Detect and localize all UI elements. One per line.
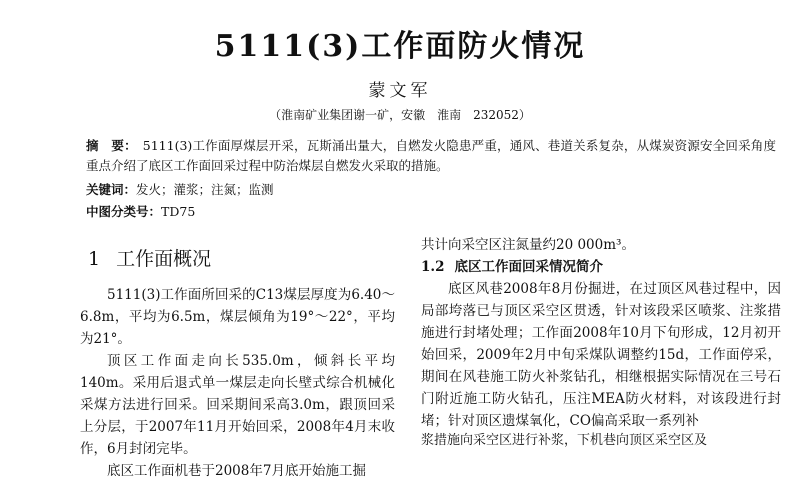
subsection-heading xyxy=(421,256,781,278)
paragraph: 5111(3)工作面所回采的C13煤层厚度为6.40～6.8m，平均为6.5m，煤层倾角为19°～22°，平均为21°。 xyxy=(80,287,395,347)
section-title: 工作面概况 xyxy=(116,248,212,270)
keywords-label: 关键词： xyxy=(86,182,137,197)
paper-title: 5111(3)工作面防火情况 xyxy=(214,29,586,64)
left-column xyxy=(80,234,395,482)
classification-code: TD75 xyxy=(161,204,196,219)
keywords xyxy=(86,180,274,200)
abstract xyxy=(86,136,776,176)
abstract-text: 5111(3)工作面厚煤层开采，瓦斯涌出量大，自燃发火隐患严重，通风、巷道关系复杂，从煤炭资源安全回采角度重点介绍了底区工作面回采过程中防治煤层自燃发火采取的措施。 xyxy=(86,138,776,173)
keywords-text: 发火；灌浆；注氮；监测 xyxy=(136,182,274,197)
paragraph: 底区工作面机巷于2008年7月底开始施工掘 xyxy=(107,463,366,479)
author-name: 蒙文军 xyxy=(368,81,432,101)
right-column xyxy=(421,234,781,450)
paragraph: 底区风巷2008年8月份掘进，在过顶区风巷过程中，因局部垮落已与顶区采空区贯透，针对该段采区喷浆、注浆措施进行封堵处理；工作面2008年10月下旬形成，12月初开始回采，2009年2月中旬采煤队调整约15d，工作面停采，期间在风巷施工防火补浆钻孔，相继根据实际情况在三号石门附近施工防火钻孔，压注MEA防火材料，对该段进行封堵；针对顶区遗煤氧化，CO偏高采取一系列补 xyxy=(421,281,781,429)
classification-label: 中图分类号： xyxy=(86,204,162,219)
subsection-number: 1.2 xyxy=(421,259,445,275)
classification xyxy=(86,202,195,222)
section-number: 1 xyxy=(88,248,101,270)
subsection-title: 底区工作面回采情况简介 xyxy=(454,259,603,275)
section-heading xyxy=(88,246,395,272)
paragraph: 顶区工作面走向长535.0m，倾斜长平均140m。采用后退式单一煤层走向长壁式综合机械化采煤方法进行回采。回采期间采高3.0m，跟顶回采上分层，于2007年11月开始回采，2008年4月末收作，6月封闭完毕。 xyxy=(80,353,395,457)
abstract-label: 摘 要： xyxy=(86,138,137,153)
author-affiliation: （淮南矿业集团谢一矿，安徽 淮南 232052） xyxy=(269,108,531,122)
paragraph-continuation: 共计向采空区注氮量约20 000m³。 xyxy=(421,237,635,253)
paragraph-tail: 浆措施向采空区进行补浆，下机巷向顶区采空区及 xyxy=(421,433,708,448)
